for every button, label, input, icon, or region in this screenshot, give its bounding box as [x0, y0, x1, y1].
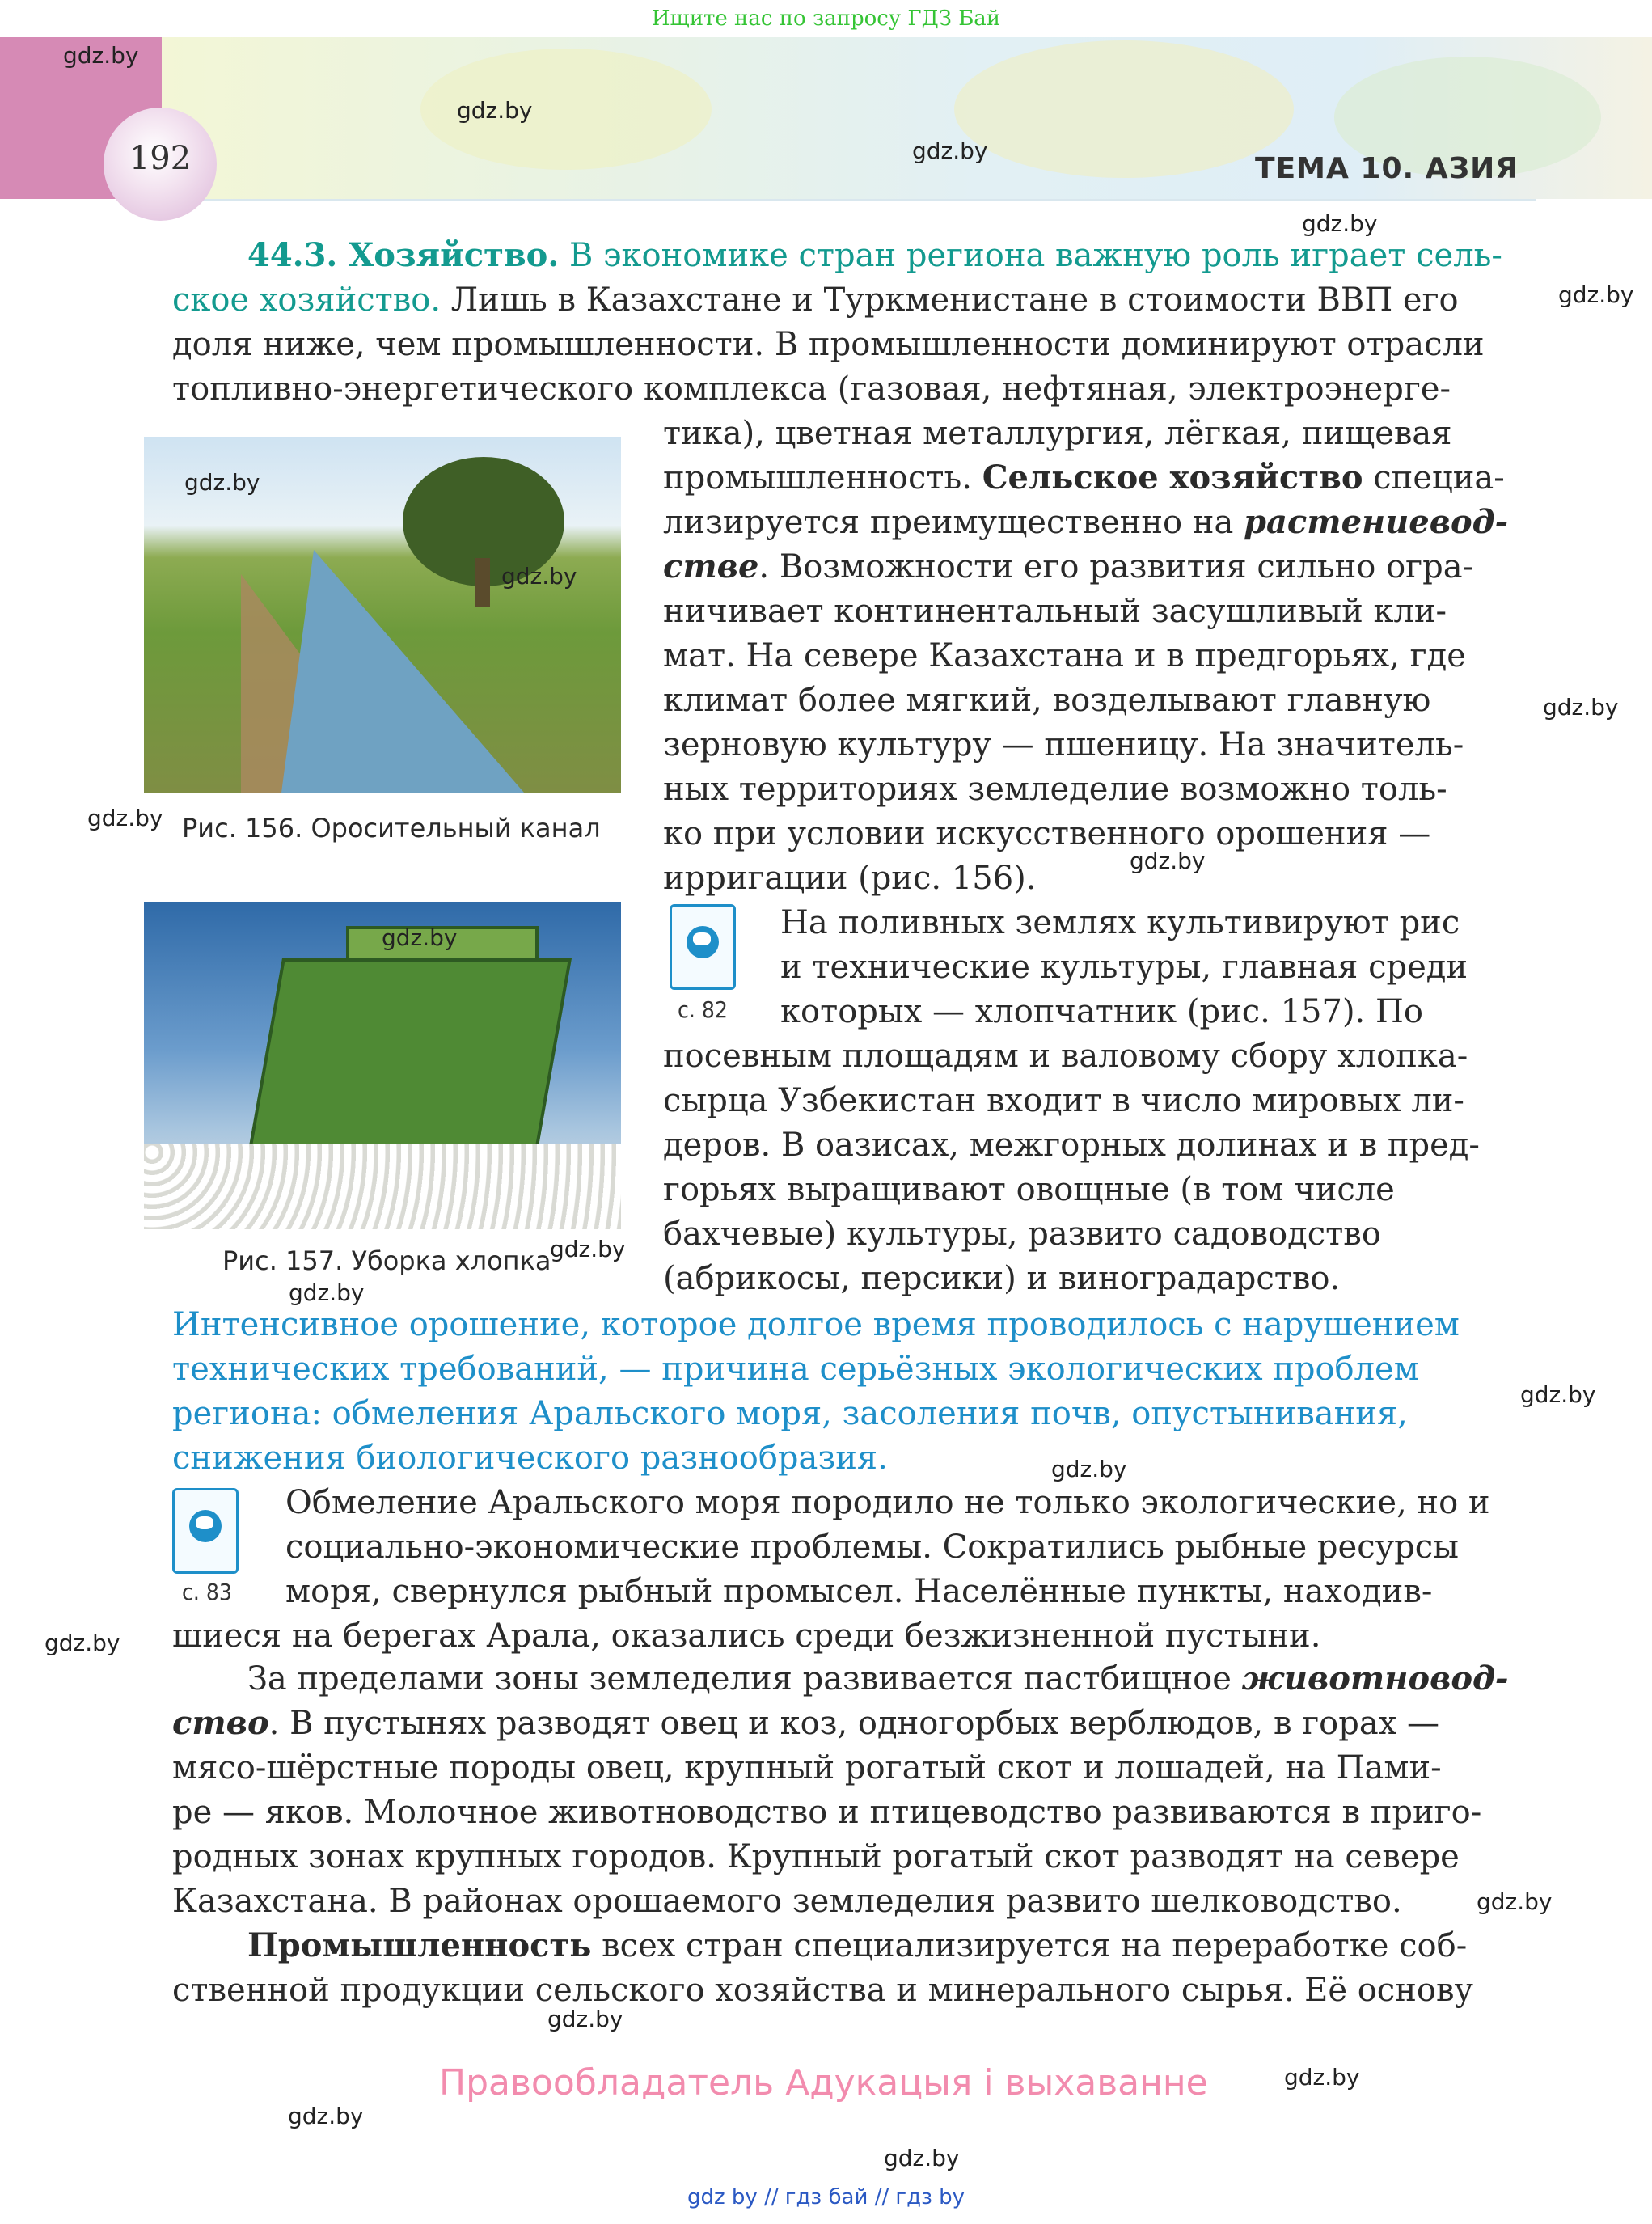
watermark: gdz.by [44, 1630, 120, 1656]
page-number: 192 [129, 140, 192, 177]
atlas-page-ref: с. 82 [678, 996, 728, 1023]
text-line: родных зонах крупных городов. Крупный рогатый скот разводят на севере [172, 1838, 1460, 1875]
text-line: 44.3. Хозяйство. В экономике стран региона важную роль играет сель- [247, 236, 1502, 274]
watermark: gdz.by [1284, 2064, 1360, 2091]
text-line: На поливных землях культивируют рис [780, 904, 1460, 941]
watermark: gdz.by [547, 2006, 623, 2032]
atlas-page-ref: с. 83 [182, 1579, 232, 1605]
map-decoration [954, 40, 1294, 178]
text-line: ных территориях земледелие возможно толь- [663, 771, 1447, 808]
atlas-book-icon [670, 904, 736, 990]
watermark: gdz.by [1302, 210, 1378, 237]
watermark: gdz.by [1051, 1456, 1127, 1482]
text-line: За пределами зоны земледелия развивается пастбищное животновод- [247, 1660, 1509, 1698]
text-line: ство. В пустынях разводят овец и коз, одногорбых верблюдов, в горах — [172, 1704, 1439, 1742]
text-line: лизируется преимущественно на растениевод- [663, 503, 1509, 541]
text-line: ко при условии искусственного орошения — [663, 815, 1431, 852]
watermark: gdz.by [912, 137, 988, 164]
watermark: gdz.by [63, 42, 139, 69]
watermark: gdz.by [550, 1236, 626, 1262]
text-line: которых — хлопчатник (рис. 157). По [780, 993, 1423, 1030]
text-line: мясо-шёрстные породы овец, крупный рогатый скот и лошадей, на Пами- [172, 1749, 1442, 1786]
text-line: ственной продукции сельского хозяйства и минерального сырья. Её основу [172, 1972, 1474, 2009]
atlas-book-icon [172, 1488, 239, 1574]
text-line: сырца Узбекистан входит в число мировых ли- [663, 1082, 1464, 1119]
watermark: gdz.by [1558, 281, 1634, 308]
globe-icon [687, 926, 719, 958]
text-line: доля ниже, чем промышленности. В промышленности доминируют отрасли [172, 326, 1485, 363]
text-line: зерновую культуру — пшеницу. На значитель- [663, 726, 1464, 763]
text-line: Промышленность всех стран специализируется на переработке соб- [247, 1926, 1468, 1964]
cotton-field [144, 1144, 621, 1229]
text-line: и технические культуры, главная среди [780, 949, 1468, 986]
watermark: gdz.by [1477, 1888, 1553, 1915]
text-line: шиеся на берегах Арала, оказались среди безжизненной пустыни. [172, 1617, 1321, 1655]
text-line: тика), цветная металлургия, лёгкая, пищевая [663, 415, 1452, 452]
figure-156-caption: Рис. 156. Оросительный канал [182, 813, 601, 844]
text-line: ирригации (рис. 156). [663, 860, 1037, 897]
text-line: социально-экономические проблемы. Сократились рыбные ресурсы [285, 1528, 1459, 1566]
globe-icon [189, 1510, 222, 1542]
highlight-line: Интенсивное орошение, которое долгое время проводилось с нарушением [172, 1306, 1460, 1343]
watermark: gdz.by [382, 924, 458, 951]
watermark: gdz.by [1520, 1381, 1596, 1408]
header-divider [162, 199, 1536, 201]
text-line: деров. В оазисах, межгорных долинах и в пред- [663, 1127, 1480, 1164]
text-line: ничивает континентальный засушливый кли- [663, 593, 1447, 630]
text-line: Обмеление Аральского моря породило не только экологические, но и [285, 1484, 1490, 1521]
topic-title: ТЕМА 10. АЗИЯ [1255, 152, 1519, 185]
text-line: (абрикосы, персики) и виноградарство. [663, 1260, 1341, 1297]
highlight-line: технических требований, — причина серьёзных экологических проблем [172, 1351, 1419, 1388]
watermark: gdz.by [1543, 694, 1619, 721]
text-line: горьях выращивают овощные (в том числе [663, 1171, 1395, 1208]
text-line: посевным площадям и валовому сбору хлопка- [663, 1038, 1468, 1075]
text-line: Казахстана. В районах орошаемого земледелия развито шелководство. [172, 1883, 1402, 1920]
watermark: gdz.by [884, 2145, 960, 2171]
text-line: мат. На севере Казахстана и в предгорьях, где [663, 637, 1466, 674]
text-line: климат более мягкий, возделывают главную [663, 682, 1431, 719]
watermark: gdz.by [288, 2103, 364, 2129]
text-line: топливно-энергетического комплекса (газовая, нефтяная, электроэнерге- [172, 370, 1451, 408]
watermark: gdz.by [289, 1279, 365, 1306]
tree-trunk [475, 558, 490, 607]
bottom-links[interactable]: gdz by // гдз бай // гдз by [687, 2185, 965, 2209]
watermark: gdz.by [501, 563, 577, 590]
watermark: gdz.by [1130, 848, 1206, 874]
watermark: gdz.by [87, 805, 163, 831]
rights-holder-watermark: Правообладатель Адукацыя і выхаванне [439, 2062, 1208, 2103]
text-line: ское хозяйство. Лишь в Казахстане и Туркменистане в стоимости ВВП его [172, 281, 1459, 319]
search-banner: Ищите нас по запросу ГДЗ Бай [0, 0, 1652, 37]
text-line: ре — яков. Молочное животноводство и птицеводство развиваются в приго- [172, 1794, 1482, 1831]
harvester-body [248, 958, 572, 1151]
text-line: бахчевые) культуры, развито садоводство [663, 1216, 1381, 1253]
watermark: gdz.by [457, 97, 533, 124]
watermark: gdz.by [184, 469, 260, 496]
text-line: моря, свернулся рыбный промысел. Населённые пункты, находив- [285, 1573, 1433, 1610]
text-line: стве. Возможности его развития сильно огра- [663, 548, 1474, 586]
highlight-line: региона: обмеления Аральского моря, засоления почв, опустынивания, [172, 1395, 1408, 1432]
text-line: промышленность. Сельское хозяйство специа- [663, 459, 1505, 497]
figure-157-caption: Рис. 157. Уборка хлопка [222, 1245, 551, 1276]
highlight-line: снижения биологического разнообразия. [172, 1440, 888, 1477]
